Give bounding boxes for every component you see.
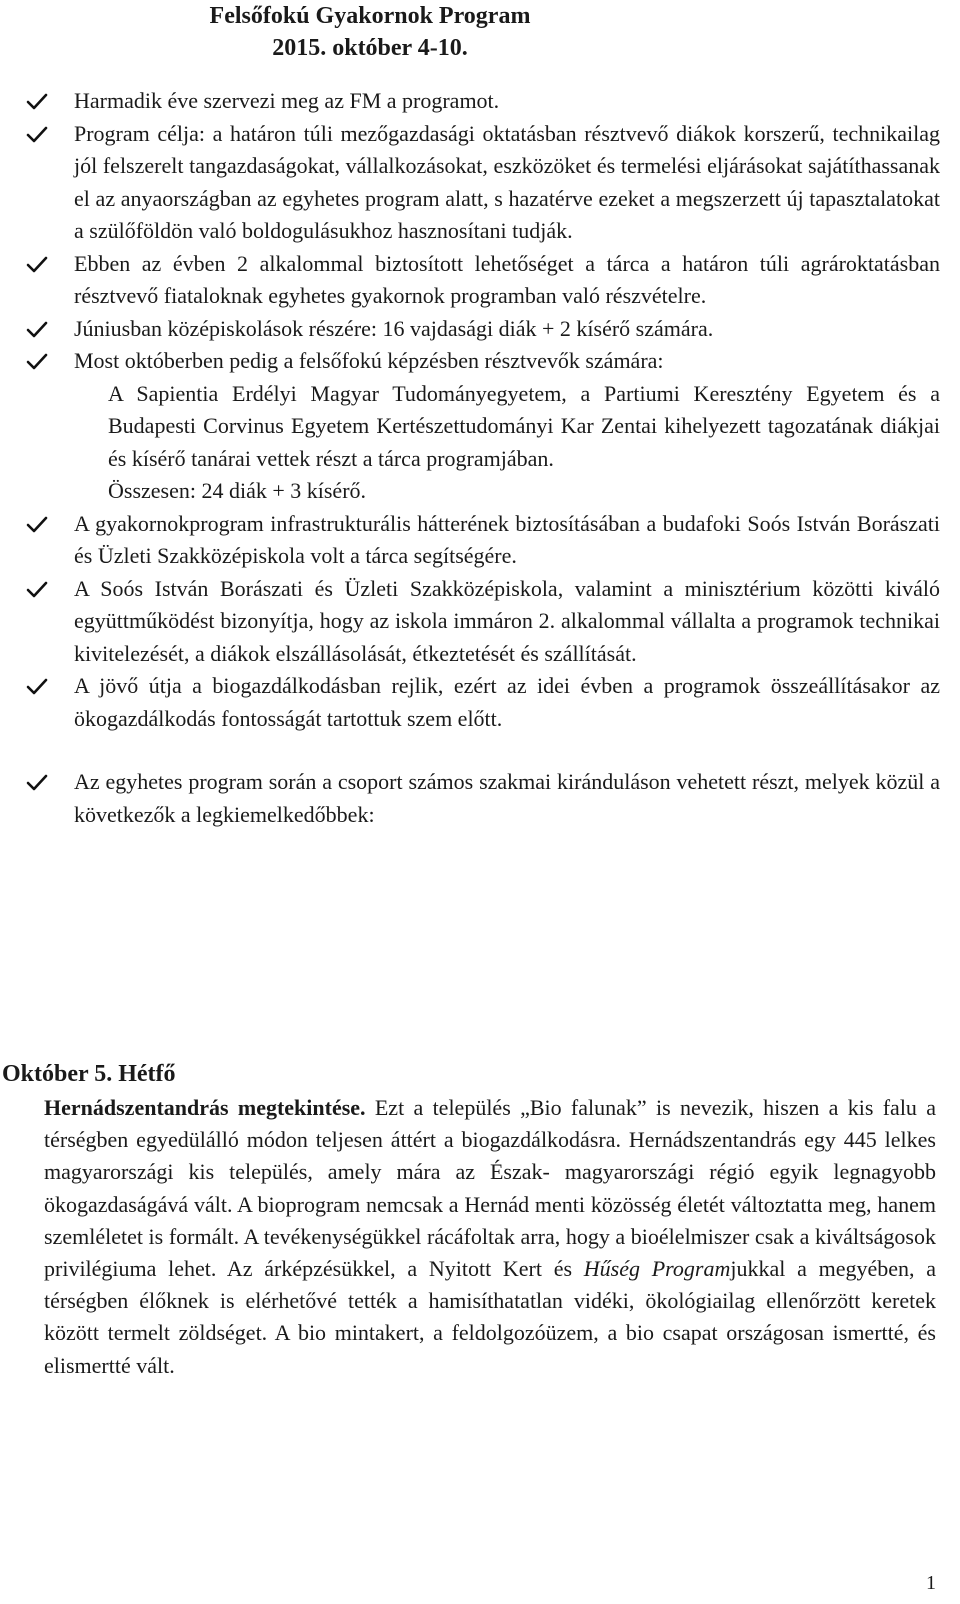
bullet-text: Harmadik éve szervezi meg az FM a programot. [74, 88, 500, 113]
paragraph-text: Ezt a település „Bio falunak” is nevezik, hiszen a kis falu a térségben egyedülálló módon teljesen áttért a biogazdálkodásra. Hernádszentandrás egy 445 lelkes magyarországi kis település, amely mára az Észak- magyarországi régió egyik legnagyobb ökogazdaságává vált. A bioprogram nemcsak a Hernád menti közösség életét változtatta meg, hanem szemléletet is formált. A tevékenységükkel rácáfoltak arra, hogy a bioélelmiszer csak a kiváltságosok privilégiuma lehet. Az árképzésükkel, a Nyitott Kert és [44, 1095, 936, 1282]
bullet-text: Ebben az évben 2 alkalommal biztosított lehetőséget a tárca a határon túli agrároktatásban résztvevő fiataloknak egyhetes gyakornok programban való részvételre. [74, 250, 940, 308]
bullet-text: Program célja: a határon túli mezőgazdasági oktatásban résztvevő diákok korszerű, technikailag jól felszerelt tangazdaságokat, vállalkozásokat, eszközöket és termelési eljárásokat sajátíthassanak el az anyaországban az egyhetes program alatt, s hazatérve ezeket a megszerzett új tapasztalatokat a szülőföldön való boldogulásukhoz hasznosítani tudják. [74, 120, 940, 243]
bullet-item [0, 573, 960, 671]
day-paragraph [44, 1092, 936, 1382]
bullet-item [0, 766, 960, 831]
bullet-text: Az egyhetes program során a csoport számos szakmai kiránduláson vehetett részt, melyek közül a következők a legkiemelkedőbbek: [74, 769, 940, 827]
bullet-subtext: A Sapientia Erdélyi Magyar Tudományegyetem, a Partiumi Keresztény Egyetem és a Budapesti Corvinus Egyetem Kertészettudományi Kar Zentai kihelyezett tagozatának diákjai és kísérő tanárai vettek részt a tárca programjában. [108, 380, 940, 471]
bullet-item [0, 85, 960, 118]
bullet-item [0, 670, 960, 735]
bullet-text: Most októberben pedig a felsőfokú képzésben résztvevők számára: [74, 348, 664, 373]
bullet-text: Júniusban középiskolások részére: 16 vajdasági diák + 2 kísérő számára. [74, 315, 714, 341]
checkmark-icon [26, 126, 48, 144]
bullet-text: A jövő útja a biogazdálkodásban rejlik, ezért az idei évben a programok összeállításakor az ökogazdálkodás fontosságát tartottuk szem előtt. [74, 673, 940, 731]
bullet-item [0, 118, 960, 248]
document-date: 2015. október 4-10. [272, 35, 468, 61]
bullet-item [0, 345, 960, 508]
checkmark-icon [26, 321, 48, 339]
spacer [0, 735, 960, 766]
bullet-text: A gyakornokprogram infrastrukturális hátterének biztosításában a budafoki Soós István Borászati és Üzleti Szakközépiskola volt a tárca segítségére. [74, 510, 940, 568]
paragraph-italic: Hűség Program [583, 1256, 731, 1282]
checkmark-icon [26, 581, 48, 599]
checkmark-icon [26, 774, 48, 792]
bullet-item [0, 313, 960, 346]
paragraph-text: jukkal a megyében, a térségben élőknek is elérhetővé tették a hamisíthatatlan vidéki, ökológiailag ellenőrzött keretek között termelt zöldséget. A bio mintakert, a feldolgozóüzem, a bio csapat országosan ismertté, és elismertté vált. [44, 1256, 936, 1378]
page-number: 1 [926, 1572, 936, 1594]
checkmark-icon [26, 353, 48, 371]
checkmark-icon [26, 678, 48, 696]
checkmark-icon [26, 256, 48, 274]
bullet-item [0, 248, 960, 313]
bullet-text: A Soós István Borászati és Üzleti Szakközépiskola, valamint a minisztérium közötti kiváló együttműködést bizonyítja, hogy az iskola immáron 2. alkalommal vállalta a programok technikai kivitelezését, a diákok elszállásolását, étkeztetését és szállítását. [74, 575, 940, 666]
bullet-list [0, 85, 960, 831]
day-heading: Október 5. Hétfő [2, 1061, 176, 1087]
checkmark-icon [26, 93, 48, 111]
bullet-subtext: Összesen: 24 diák + 3 kísérő. [108, 478, 367, 503]
document-title: Felsőfokú Gyakornok Program [209, 3, 531, 29]
bullet-item [0, 508, 960, 573]
paragraph-lead: Hernádszentandrás megtekintése. [44, 1095, 366, 1120]
checkmark-icon [26, 516, 48, 534]
